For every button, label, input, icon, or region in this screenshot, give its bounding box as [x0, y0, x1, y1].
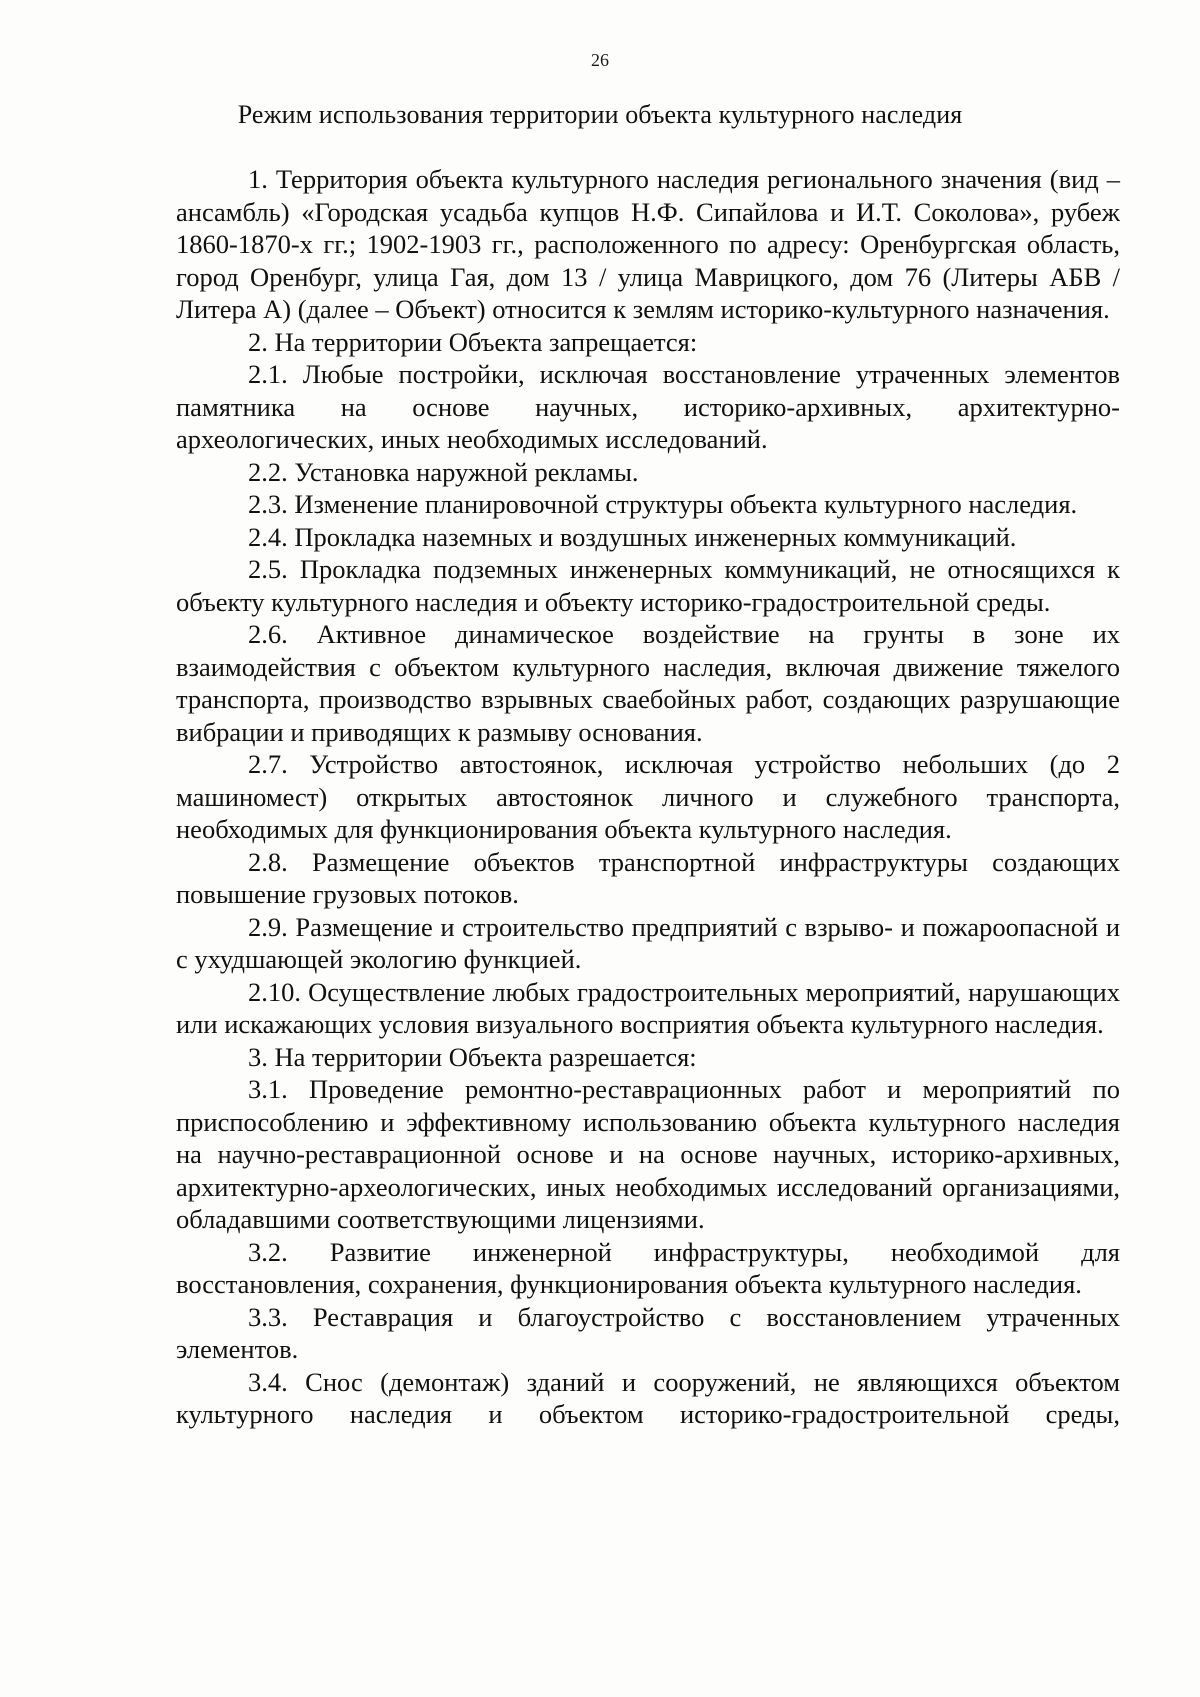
paragraph-3: 3. На территории Объекта разрешается: [248, 1041, 697, 1072]
paragraph-3-2: 3.2. Развитие инженерной инфраструктуры, необходимой для восстановления, сохранения, функционирования объекта культурного наследия. [176, 1236, 1120, 1299]
paragraph-2: 2. На территории Объекта запрещается: [248, 326, 698, 357]
page-number: 26 [591, 50, 609, 70]
paragraph-2-7: 2.7. Устройство автостоянок, исключая устройство небольших (до 2 машиномест) открытых автостоянок личного и служебного транспорта, необходимых для функционирования объекта культурного наследия. [176, 749, 1120, 844]
paragraph-2-4: 2.4. Прокладка наземных и воздушных инженерных коммуникаций. [248, 521, 1017, 552]
paragraph-2-6: 2.6. Активное динамическое воздействие на грунты в зоне их взаимодействия с объектом культурного наследия, включая движение тяжелого транспорта, производство взрывных сваебойных работ, создающих разрушающие вибрации и приводящих к размыву основания. [176, 619, 1120, 747]
paragraph-2-1: 2.1. Любые постройки, исключая восстановление утраченных элементов памятника на основе научных, историко-архивных, архитектурно-археологических, иных необходимых исследований. [176, 359, 1120, 454]
paragraph-3-4: 3.4. Снос (демонтаж) зданий и сооружений, не являющихся объектом культурного наследия и объектом историко-градостроительной среды, [176, 1366, 1120, 1429]
paragraph-2-10: 2.10. Осуществление любых градостроительных мероприятий, нарушающих или искажающих условия визуального восприятия объекта культурного наследия. [176, 976, 1120, 1039]
paragraph-2-3: 2.3. Изменение планировочной структуры объекта культурного наследия. [248, 489, 1078, 519]
paragraph-2-9: 2.9. Размещение и строительство предприятий с взрыво- и пожароопасной и с ухудшающей экологию функцией. [176, 911, 1120, 974]
document-body [176, 163, 1120, 1431]
paragraph-2-2: 2.2. Установка наружной рекламы. [248, 456, 639, 487]
paragraph-2-8: 2.8. Размещение объектов транспортной инфраструктуры создающих повышение грузовых потоков. [176, 846, 1120, 909]
paragraph-1: 1. Территория объекта культурного наследия регионального значения (вид – ансамбль) «Городская усадьба купцов Н.Ф. Сипайлова и И.Т. Соколова», рубеж 1860-1870-х гг.; 1902-1903 гг., расположенного по адресу: Оренбургская область, город Оренбург, улица Гая, дом 13 / улица Маврицкого, дом 76 (Литеры АБВ / Литера А) (далее – Объект) относится к землям историко-культурного назначения. [176, 164, 1120, 324]
paragraph-3-3: 3.3. Реставрация и благоустройство с восстановлением утраченных элементов. [176, 1301, 1120, 1364]
paragraph-2-5: 2.5. Прокладка подземных инженерных коммуникаций, не относящихся к объекту культурного наследия и объекту историко-градостроительной среды. [176, 554, 1120, 617]
paragraph-3-1: 3.1. Проведение ремонтно-реставрационных работ и мероприятий по приспособлению и эффективному использованию объекта культурного наследия на научно-реставрационной основе и на основе научных, историко-архивных, архитектурно-археологических, иных необходимых исследований организациями, обладавшими соответствующими лицензиями. [176, 1074, 1120, 1234]
page-title: Режим использования территории объекта культурного наследия [237, 100, 963, 129]
